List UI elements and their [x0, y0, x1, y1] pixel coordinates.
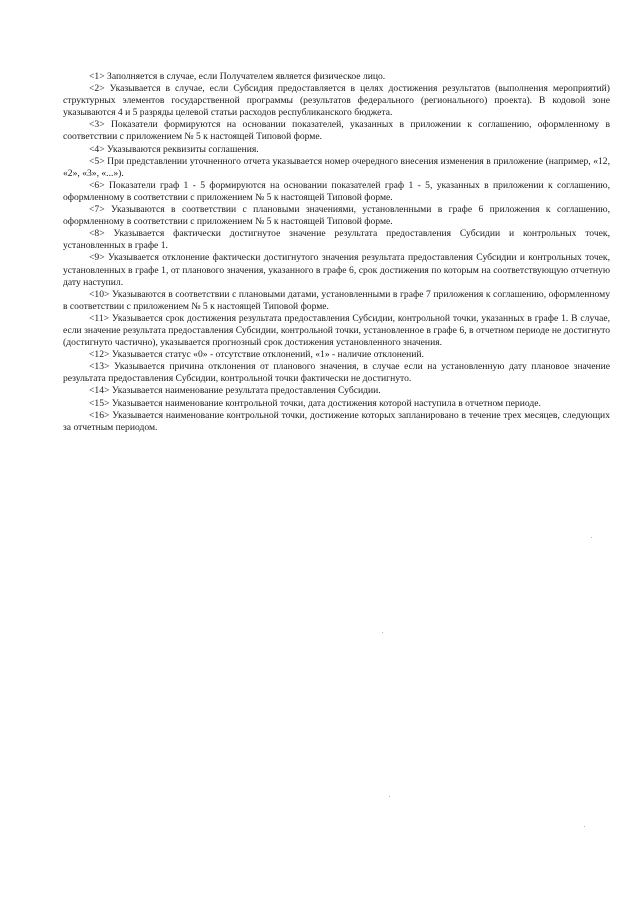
footnote-16: <16> Указывается наименование контрольной точки, достижение которых запланировано в течение трех месяцев, следующих за отчетным периодом. — [63, 409, 610, 433]
footnote-13: <13> Указывается причина отклонения от планового значения, в случае если на установленную дату плановое значение результата предоставления Субсидии, контрольной точки фактически не достигнуто. — [63, 361, 610, 385]
footnote-11: <11> Указывается срок достижения результата предоставления Субсидии, контрольной точки, указанных в графе 1. В случае, если значение результата предоставления Субсидии, контрольной точки, установленное в графе 6, в отчетном периоде не достигнуто (достигнуто частично), указывается прогнозный срок достижения установленного значения. — [63, 312, 610, 349]
scan-speck — [382, 632, 383, 633]
footnote-5: <5> При представлении уточненного отчета указывается номер очередного внесения изменения в приложение (например, «12, «2», «3», «...»). — [63, 155, 610, 179]
footnote-3: <3> Показатели формируются на основании показателей, указанных в приложении к соглашению, оформленному в соответствии с приложением № 5 к настоящей Типовой форме. — [63, 119, 610, 143]
scan-speck — [591, 537, 592, 538]
footnote-4: <4> Указываются реквизиты соглашения. — [89, 143, 259, 155]
footnote-6: <6> Показатели граф 1 - 5 формируются на основании показателей граф 1 - 5, указанных в приложении к соглашению, оформленному в соответствии с приложением № 5 к настоящей Типовой форме. — [63, 179, 610, 203]
scan-speck — [389, 796, 390, 797]
footnote-9: <9> Указывается отклонение фактически достигнутого значения результата предоставления Субсидии и контрольных точек, установленных в графе 1, от планового значения, указанного в графе 6, срок достижения по которым на соответствующую отчетную дату наступил. — [63, 252, 610, 288]
footnotes-block — [63, 71, 610, 434]
footnote-14: <14> Указывается наименование результата предоставления Субсидии. — [89, 385, 381, 397]
footnote-8: <8> Указывается фактически достигнутое значение результата предоставления Субсидии и контрольных точек, установленных в графе 1. — [63, 228, 610, 252]
footnote-15: <15> Указывается наименование контрольной точки, дата достижения которой наступила в отчетном периоде. — [89, 397, 541, 409]
footnote-10: <10> Указываются в соответствии с плановыми датами, установленными в графе 7 приложения к соглашению, оформленному в соответствии с приложением № 5 к настоящей Типовой форме. — [63, 288, 610, 312]
footnote-2: <2> Указывается в случае, если Субсидия предоставляется в целях достижения результатов (выполнения мероприятий) структурных элементов государственной программы (результатов федерального (регионального) проекта). В кодовой зоне указываются 4 и 5 разряды целевой статьи расходов республиканского бюджета. — [63, 83, 610, 119]
footnote-1: <1> Заполняется в случае, если Получателем является физическое лицо. — [89, 71, 386, 82]
footnote-7: <7> Указываются в соответствии с плановыми значениями, установленными в графе 6 приложения к соглашению, оформленному в соответствии с приложением № 5 к настоящей Типовой форме. — [63, 204, 610, 228]
footnote-12: <12> Указывается статус «0» - отсутствие отклонений, «1» - наличие отклонений. — [89, 349, 424, 361]
scan-speck — [584, 826, 585, 827]
